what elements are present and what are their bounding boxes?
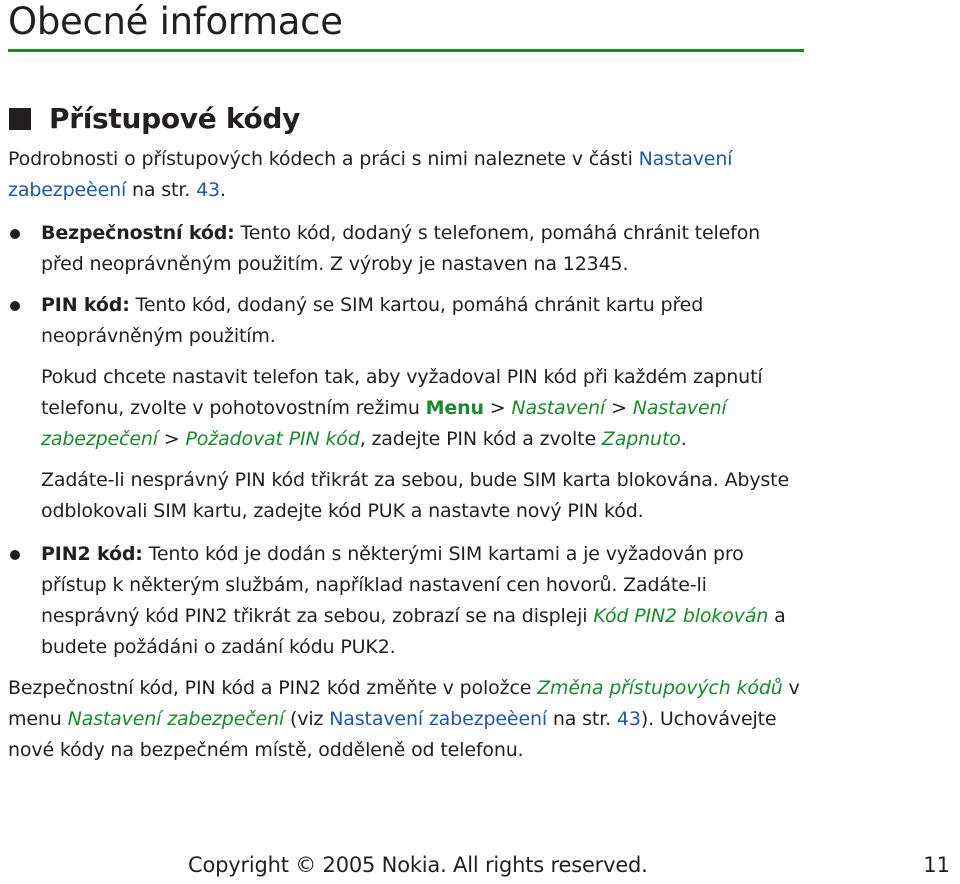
menu-option: Změna přístupových kódů [537,677,783,699]
list-item-pin-code: PIN kód: Tento kód, dodaný se SIM kartou, pomáhá chránit kartu před neoprávněným použitím. [8,290,808,352]
document-body [8,144,808,766]
bullet-icon [10,229,20,239]
menu-option: Zapnuto [601,428,681,450]
intro-paragraph: Podrobnosti o přístupových kódech a práci s nimi naleznete v části Nastavení zabezpeèení na str. 43. [8,148,733,201]
bullet-icon [10,550,20,560]
list-item-security-code: Bezpečnostní kód: Tento kód, dodaný s telefonem, pomáhá chránit telefon před neoprávněným použitím. Z výroby je nastaven na 12345. [8,218,808,280]
section-square-icon [9,108,31,130]
title-divider [8,49,804,52]
security-settings-link[interactable]: Nastavení zabezpeèení [329,708,547,730]
copyright-footer: Copyright © 2005 Nokia. All rights reserved. [188,853,648,877]
menu-option: Nastavení zabezpečení [67,708,285,730]
menu-option: Nastavení zabezpečení [41,397,727,450]
list-item-pin2-code: PIN2 kód: Tento kód je dodán s některými SIM kartami a je vyžadován pro přístup k některým službám, například nastavení cen hovorů. Zadáte-li nesprávný kód PIN2 třikrát za sebou, zobrazí se na displeji Kód PIN2 blokován a budete požádáni o zadání kódu PUK2. [8,539,808,663]
pin-blocked-note: Zadáte-li nesprávný PIN kód třikrát za sebou, bude SIM karta blokována. Abyste odblokovali SIM kartu, zadejte kód PUK a nastavte nový PIN kód. [41,469,790,522]
page-ref-link[interactable]: 43 [196,179,220,201]
page-number: 11 [923,853,950,877]
section-title: Přístupové kódy [49,102,301,135]
closing-paragraph: Bezpečnostní kód, PIN kód a PIN2 kód změňte v položce Změna přístupových kódů v menu Nastavení zabezpečení (viz Nastavení zabezpeèení na str. 43). Uchovávejte nové kódy na bezpečném místě, odděleně od telefonu. [8,677,800,761]
bullet-icon [10,301,20,311]
page-ref-link[interactable]: 43 [616,708,641,730]
menu-option: Požadovat PIN kód [185,428,360,450]
pin-instructions: Pokud chcete nastavit telefon tak, aby vyžadoval PIN kód při každém zapnutí telefonu, zvolte v pohotovostním režimu Menu > Nastavení > Nastavení zabezpečení > Požadovat PIN kód, zadejte PIN kód a zvolte Zapnuto. [41,366,763,450]
display-status-text: Kód PIN2 blokován [593,605,769,627]
menu-option: Nastavení [511,397,606,419]
page-title: Obecné informace [8,0,343,43]
menu-option: Menu [425,397,484,419]
security-settings-link[interactable]: Nastavení zabezpeèení [8,148,733,201]
